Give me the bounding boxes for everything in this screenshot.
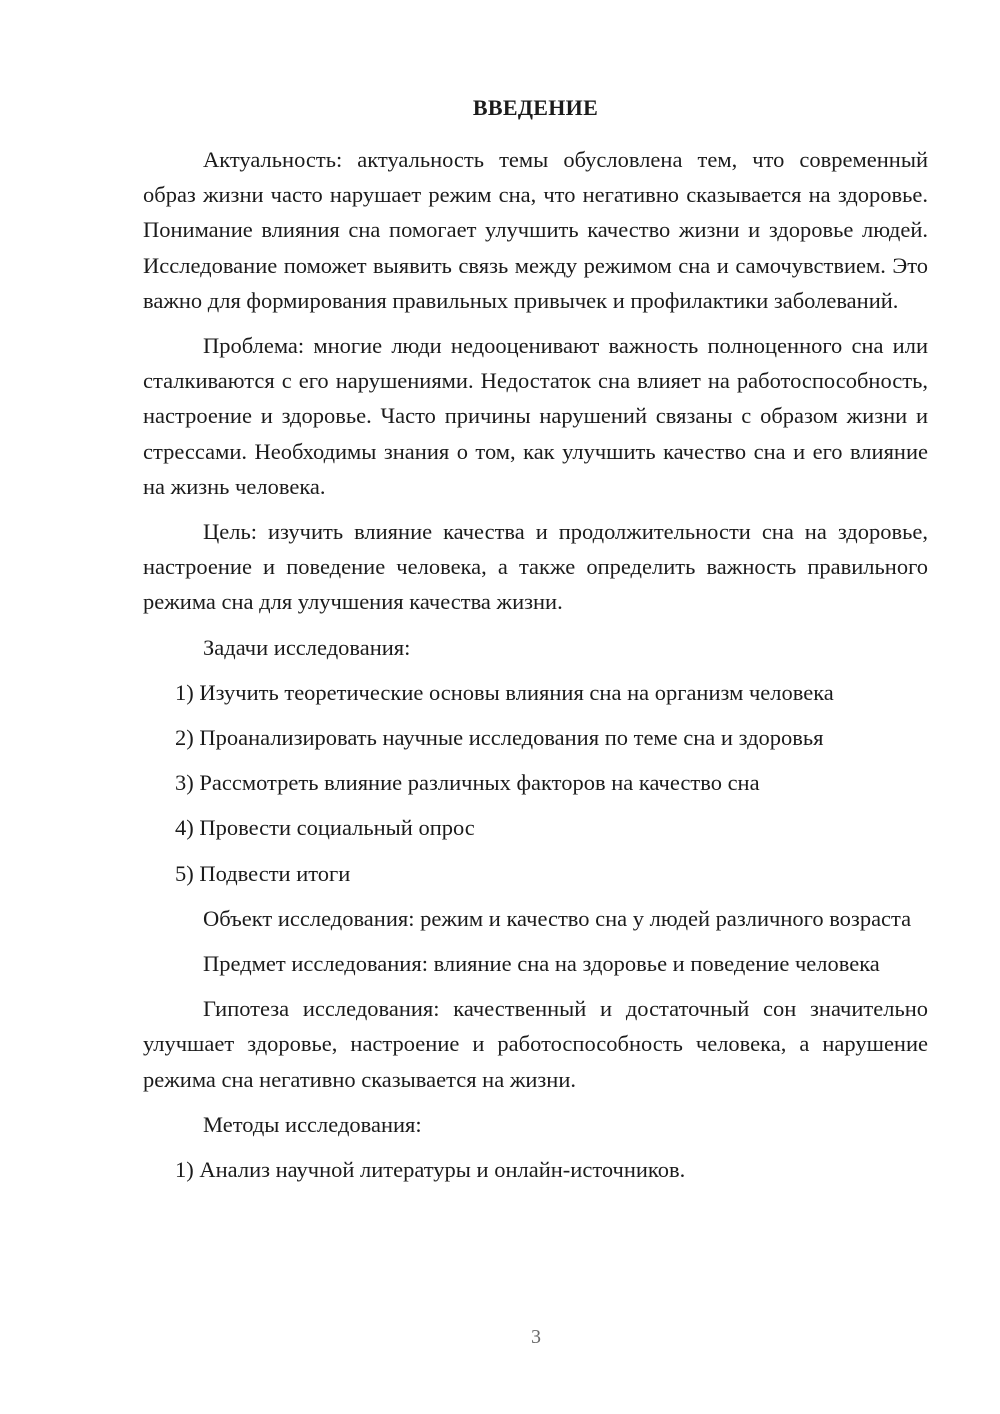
problem-paragraph: Проблема: многие люди недооценивают важность полноценного сна или сталкиваются с его нарушениями. Недостаток сна влияет на работоспособность, настроение и здоровье. Часто причины нарушений связаны с образом жизни и стрессами. Необходимы знания о том, как улучшить качество сна и его влияние на жизнь человека.	[143, 333, 928, 499]
task-item-4: 4) Провести социальный опрос	[175, 815, 475, 841]
tasks-heading: Задачи исследования:	[203, 634, 411, 660]
method-item-1: 1) Анализ научной литературы и онлайн-источников.	[175, 1157, 686, 1183]
task-item-3: 3) Рассмотреть влияние различных факторов на качество сна	[175, 770, 760, 796]
relevance-paragraph: Актуальность: актуальность темы обусловлена тем, что современный образ жизни часто нарушает режим сна, что негативно сказывается на здоровье. Понимание влияния сна помогает улучшить качество жизни и здоровье людей. Исследование поможет выявить связь между режимом сна и самочувствием. Это важно для формирования правильных привычек и профилактики заболеваний.	[143, 147, 928, 313]
task-item-2: 2) Проанализировать научные исследования по теме сна и здоровья	[175, 725, 824, 751]
task-item-5: 5) Подвести итоги	[175, 860, 351, 886]
task-item-1: 1) Изучить теоретические основы влияния сна на организм человека	[175, 679, 834, 705]
page-number: 3	[531, 1326, 541, 1348]
document-page	[143, 88, 928, 1197]
subject-paragraph: Предмет исследования: влияние сна на здоровье и поведение человека	[203, 951, 880, 977]
object-paragraph: Объект исследования: режим и качество сна у людей различного возраста	[203, 905, 912, 931]
hypothesis-paragraph: Гипотеза исследования: качественный и достаточный сон значительно улучшает здоровье, настроение и работоспособность человека, а нарушение режима сна негативно сказывается на жизни.	[143, 996, 928, 1092]
page-title: ВВЕДЕНИЕ	[472, 95, 599, 120]
methods-heading: Методы исследования:	[203, 1111, 422, 1137]
goal-paragraph: Цель: изучить влияние качества и продолжительности сна на здоровье, настроение и поведение человека, а также определить важность правильного режима сна для улучшения качества жизни.	[143, 519, 928, 615]
